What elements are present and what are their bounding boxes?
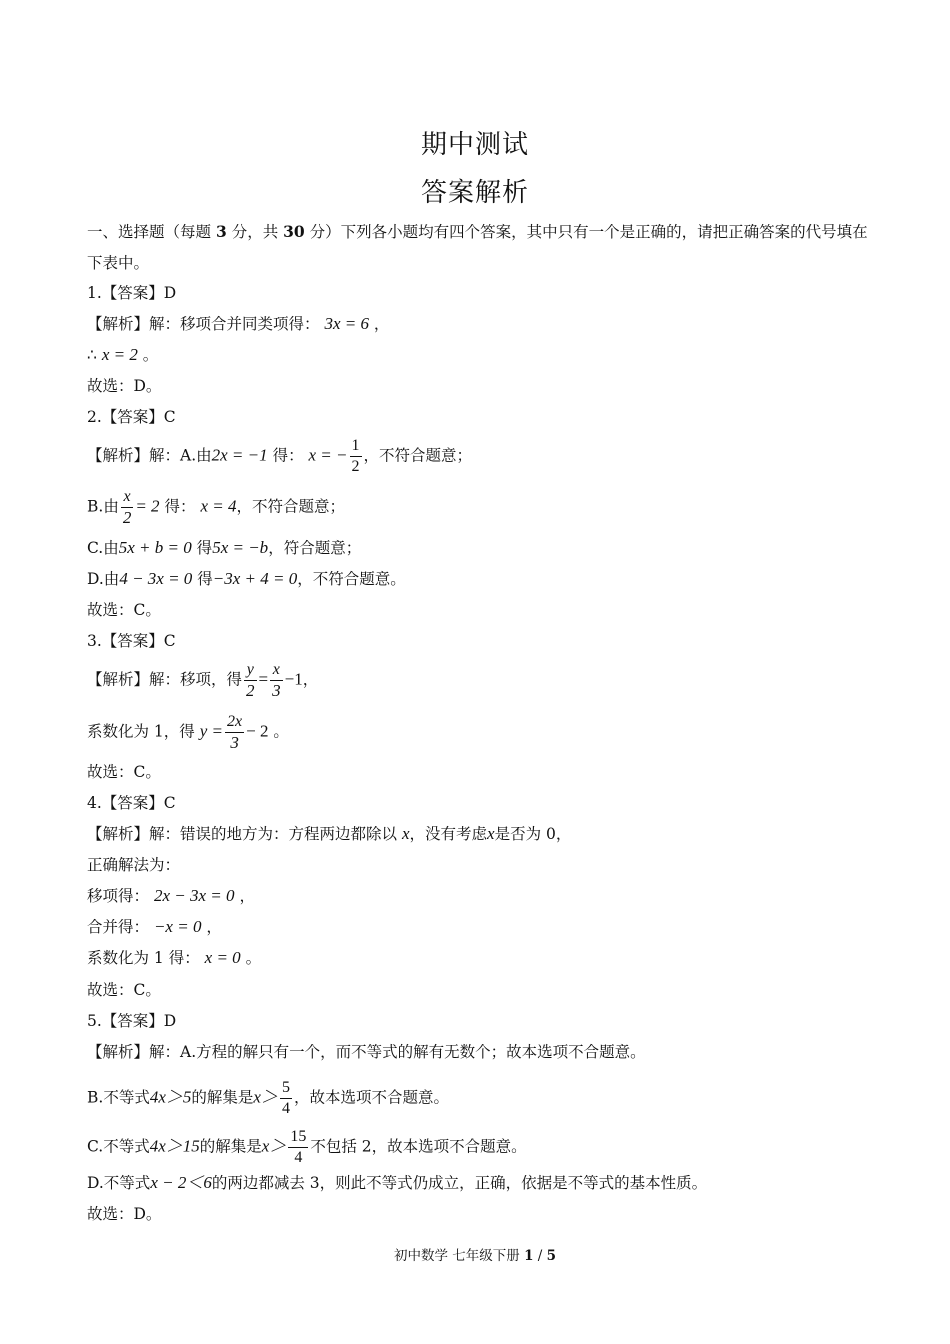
q3-step-1: 【解析】解：移项，得 $\frac{y}{2}$ = $\frac{x}{3}$ −1，	[87, 661, 319, 700]
q5-choice: 故选：D。	[87, 1205, 162, 1223]
q3-choice: 故选：C。	[87, 763, 161, 781]
page-subtitle: 答案解析	[420, 178, 529, 208]
q2-choice: 故选：C。	[87, 601, 161, 619]
q2-option-b: B.由 $\frac{x}{2}$ = 2 得： x = 4，不符合题意；	[87, 488, 345, 527]
page-footer	[0, 1244, 950, 1264]
q4-step-4: 合并得： −x = 0 ，	[87, 917, 222, 936]
fraction: $\frac{x}{3}$	[272, 661, 281, 700]
fraction: $\frac{1}{2}$	[351, 437, 360, 475]
fraction: $\frac{2x}{3}$	[227, 713, 243, 752]
footer-page-total: 5	[546, 1248, 557, 1264]
q4-step-5: 系数化为 1 得： x = 0 。	[87, 948, 262, 967]
q4-answer: 4.【答案】C	[87, 794, 176, 812]
footer-separator: /	[537, 1248, 543, 1264]
footer-page-number: 1	[524, 1248, 534, 1264]
fraction: $\frac{15}{4}$	[290, 1128, 307, 1166]
q1-step: ∴ x = 2 。	[87, 345, 159, 364]
section-intro: 一、选择题（每题 3 分，共 30 分）下列各小题均有四个答案，其中只有一个是正确的，请把正确答案的代号填在下表中。	[87, 222, 868, 272]
q3-step-2: 系数化为 1，得 y = $\frac{2x}{3}$ − 2 。	[87, 713, 289, 752]
q4-step-1: 【解析】解：错误的地方为：方程两边都除以 x，没有考虑x是否为 0，	[87, 824, 572, 843]
q3-answer: 3.【答案】C	[87, 632, 176, 650]
q5-option-c: C.不等式4x＞15的解集是x＞ $\frac{15}{4}$ 不包括 2，故本选项不合题意。	[87, 1128, 527, 1166]
fraction: $\frac{5}{4}$	[281, 1079, 290, 1117]
q4-choice: 故选：C。	[87, 981, 161, 999]
q2-option-c: C.由5x + b = 0 得5x = −b，符合题意；	[87, 538, 362, 557]
q2-option-a: 【解析】解：A.由2x = −1 得： x = − $\frac{1}{2}$ ，不符合题意；	[87, 437, 473, 475]
fraction: $\frac{y}{2}$	[246, 661, 255, 700]
q5-answer: 5.【答案】D	[87, 1012, 177, 1030]
q2-answer: 2.【答案】C	[87, 408, 176, 426]
q1-choice: 故选：D。	[87, 377, 162, 395]
q5-option-a: 【解析】解：A.方程的解只有一个，而不等式的解有无数个；故本选项不合题意。	[87, 1043, 646, 1061]
q5-option-b: B.不等式4x＞5的解集是x＞ $\frac{5}{4}$ ，故本选项不合题意。	[87, 1079, 449, 1117]
q4-step-3: 移项得： 2x − 3x = 0 ，	[87, 886, 255, 905]
q5-option-d: D.不等式x − 2＜6的两边都减去 3，则此不等式仍成立，正确，依据是不等式的基本性质。	[87, 1173, 708, 1192]
q2-option-d: D.由4 − 3x = 0 得−3x + 4 = 0，不符合题意。	[87, 569, 406, 588]
page-title: 期中测试	[420, 130, 529, 160]
q4-step-2: 正确解法为：	[87, 856, 181, 874]
footer-label: 初中数学 七年级下册	[393, 1248, 520, 1264]
q1-explanation: 【解析】解：移项合并同类项得： 3x = 6 ，	[87, 314, 390, 333]
fraction: $\frac{x}{2}$	[122, 488, 132, 527]
q1-answer: 1.【答案】D	[87, 284, 177, 302]
